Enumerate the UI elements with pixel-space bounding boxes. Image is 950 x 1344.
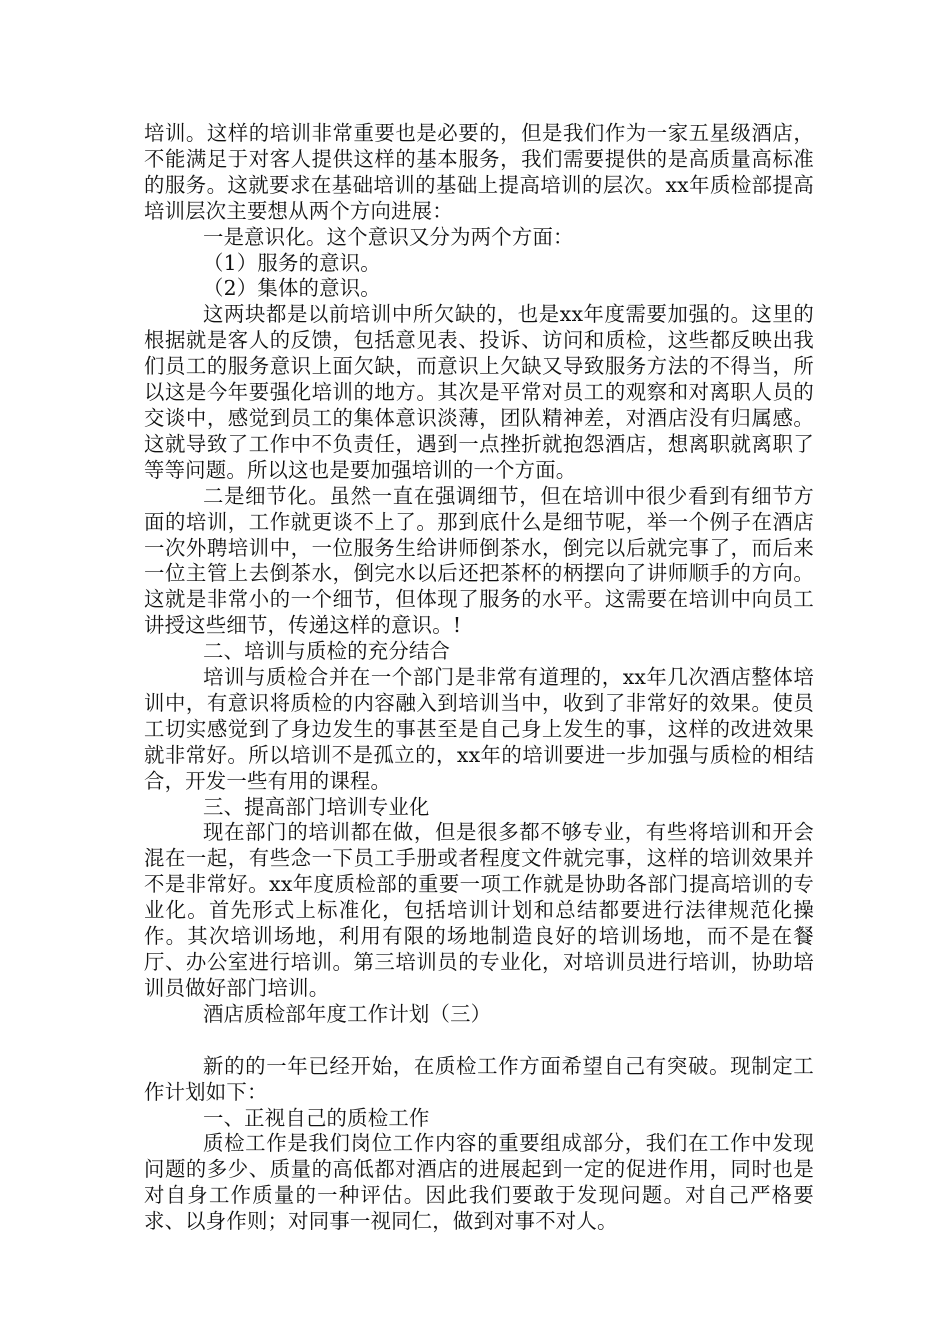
paragraph-new-year-plan: 新的的一年已经开始，在质检工作方面希望自己有突破。现制定工作计划如下： — [144, 1053, 814, 1104]
paragraph-quality-work: 质检工作是我们岗位工作内容的重要组成部分，我们在工作中发现问题的多少、质量的高低都对酒店的进展起到一定的促进作用，同时也是对自身工作质量的一种评估。因此我们要敢于发现问题。对自己严格要求、以身作则；对同事一视同仁，做到对事不对人。 — [144, 1131, 814, 1234]
paragraph-intro: 培训。这样的培训非常重要也是必要的，但是我们作为一家五星级酒店，不能满足于对客人提供这样的基本服务，我们需要提供的是高质量高标准的服务。这就要求在基础培训的基础上提高培训的层次。xx年质检部提高培训层次主要想从两个方向进展： — [144, 121, 814, 223]
heading-awareness: 一是意识化。这个意识又分为两个方面： — [203, 224, 574, 249]
paragraph-department-training: 现在部门的培训都在做，但是很多都不够专业，有些将培训和开会混在一起，有些念一下员工手册或者程度文件就完事，这样的培训效果并不是非常好。xx年度质检部的重要一项工作就是协助各部门提高培训的专业化。首先形式上标准化，包括培训计划和总结都要进行法律规范化操作。其次培训场地，利用有限的场地制造良好的培训场地，而不是在餐厅、办公室进行培训。第三培训员的专业化，对培训员进行培训，协助培训员做好部门培训。 — [144, 820, 814, 1000]
heading-training-quality-combination: 二、培训与质检的充分结合 — [203, 639, 451, 664]
list-item-service-awareness: （1）服务的意识。 — [203, 250, 381, 275]
blank-line — [144, 1028, 814, 1054]
section-title-plan-three: 酒店质检部年度工作计划（三） — [203, 1001, 492, 1026]
paragraph-awareness-detail: 这两块都是以前培训中所欠缺的，也是xx年度需要加强的。这里的根据就是客人的反馈，包括意见表、投诉、访问和质检，这些都反映出我们员工的服务意识上面欠缺，而意识上欠缺又导致服务方法的不得当，所以这是今年要强化培训的地方。其次是平常对员工的观察和对离职人员的交谈中，感觉到员工的集体意识淡薄，团队精神差，对酒店没有归属感。这就导致了工作中不负责任，遇到一点挫折就抱怨酒店，想离职就离职了等等问题。所以这也是要加强培训的一个方面。 — [144, 302, 814, 482]
heading-face-quality-work: 一、正视自己的质检工作 — [203, 1105, 430, 1130]
document-body — [144, 121, 814, 1235]
list-item-collective-awareness: （2）集体的意识。 — [203, 276, 381, 301]
paragraph-training-quality: 培训与质检合并在一个部门是非常有道理的，xx年几次酒店整体培训中，有意识将质检的内容融入到培训当中，收到了非常好的效果。使员工切实感觉到了身边发生的事甚至是自己身上发生的事，这样的改进效果就非常好。所以培训不是孤立的，xx年的培训要进一步加强与质检的相结合，开发一些有用的课程。 — [144, 665, 814, 793]
paragraph-detail-oriented: 二是细节化。虽然一直在强调细节，但在培训中很少看到有细节方面的培训，工作就更谈不上了。那到底什么是细节呢，举一个例子在酒店一次外聘培训中，一位服务生给讲师倒茶水，倒完以后就完事了，而后来一位主管上去倒茶水，倒完水以后还把茶杯的柄摆向了讲师顺手的方向。这就是非常小的一个细节，但体现了服务的水平。这需要在培训中向员工讲授这些细节，传递这样的意识。! — [144, 483, 814, 638]
heading-department-training: 三、提高部门培训专业化 — [203, 794, 430, 819]
